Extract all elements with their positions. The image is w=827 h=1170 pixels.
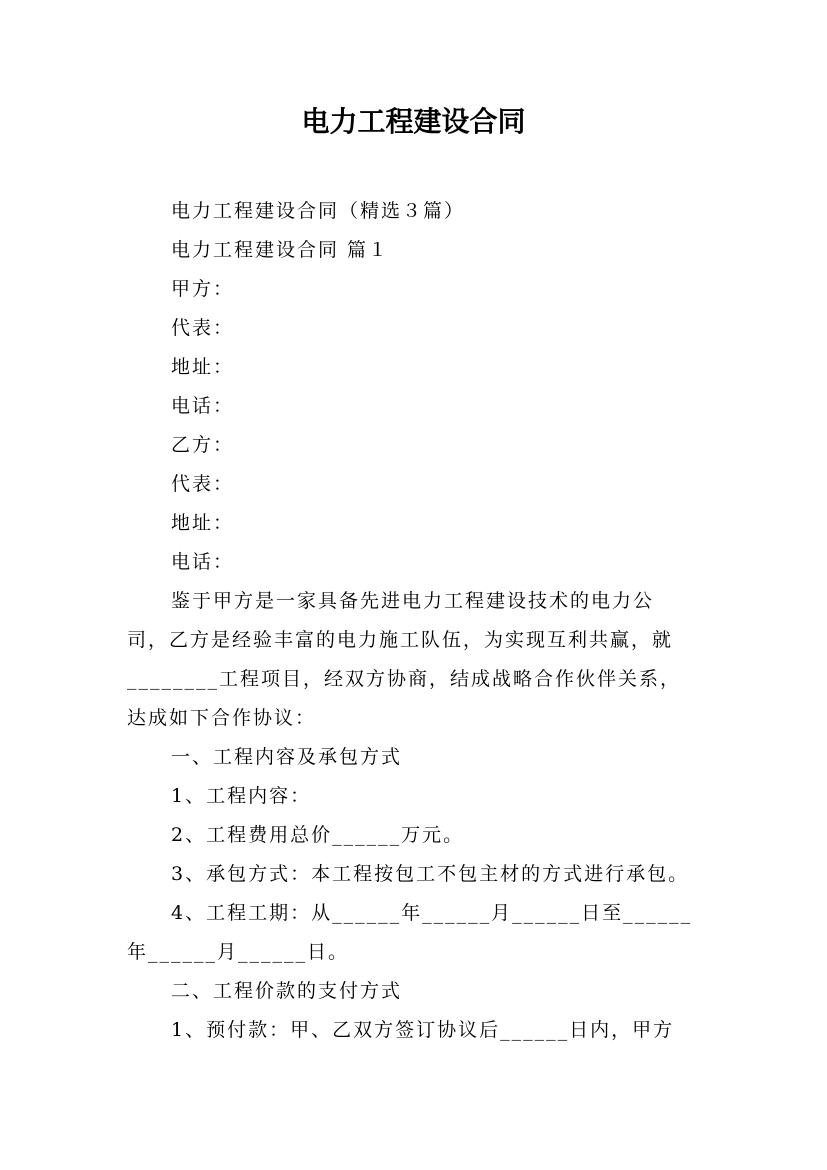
paragraph-line: 代表： [171,317,235,339]
paragraph-line: 达成如下合作协议： [127,707,317,729]
paragraph-line: 地址： [171,356,235,378]
paragraph-line: 年______月______日。 [127,941,350,963]
paragraph-line: 1、预付款：甲、乙双方签订协议后______日内，甲方 [171,1019,675,1041]
paragraph-line: 鉴于甲方是一家具备先进电力工程建设技术的电力公 [171,590,655,612]
paragraph-line: 2、工程费用总价______万元。 [171,824,465,846]
paragraph-line: 1、工程内容： [171,785,312,807]
paragraph-line: 电力工程建设合同（精选３篇） [171,200,466,222]
paragraph-line: 甲方： [171,278,235,300]
paragraph-line: 4、工程工期：从______年______月______日至______ [171,902,693,924]
paragraph-line: 一、工程内容及承包方式 [171,746,403,768]
paragraph-line: 电话： [171,395,235,417]
paragraph-line: 电力工程建设合同 篇１ [171,239,390,261]
paragraph-line: 二、工程价款的支付方式 [171,980,403,1002]
document-title: 电力工程建设合同 [301,105,526,138]
paragraph-line: 地址： [171,512,235,534]
document-body [127,192,717,1050]
paragraph-line: 代表： [171,473,235,495]
paragraph-line: 电话： [171,551,235,573]
paragraph-line: 3、承包方式：本工程按包工不包主材的方式进行承包。 [171,863,690,885]
paragraph-line: 司，乙方是经验丰富的电力施工队伍，为实现互利共赢，就 [127,629,674,651]
paragraph-line: 乙方： [171,434,235,456]
paragraph-line: ________工程项目，经双方协商，结成战略合作伙伴关系， [127,668,682,690]
